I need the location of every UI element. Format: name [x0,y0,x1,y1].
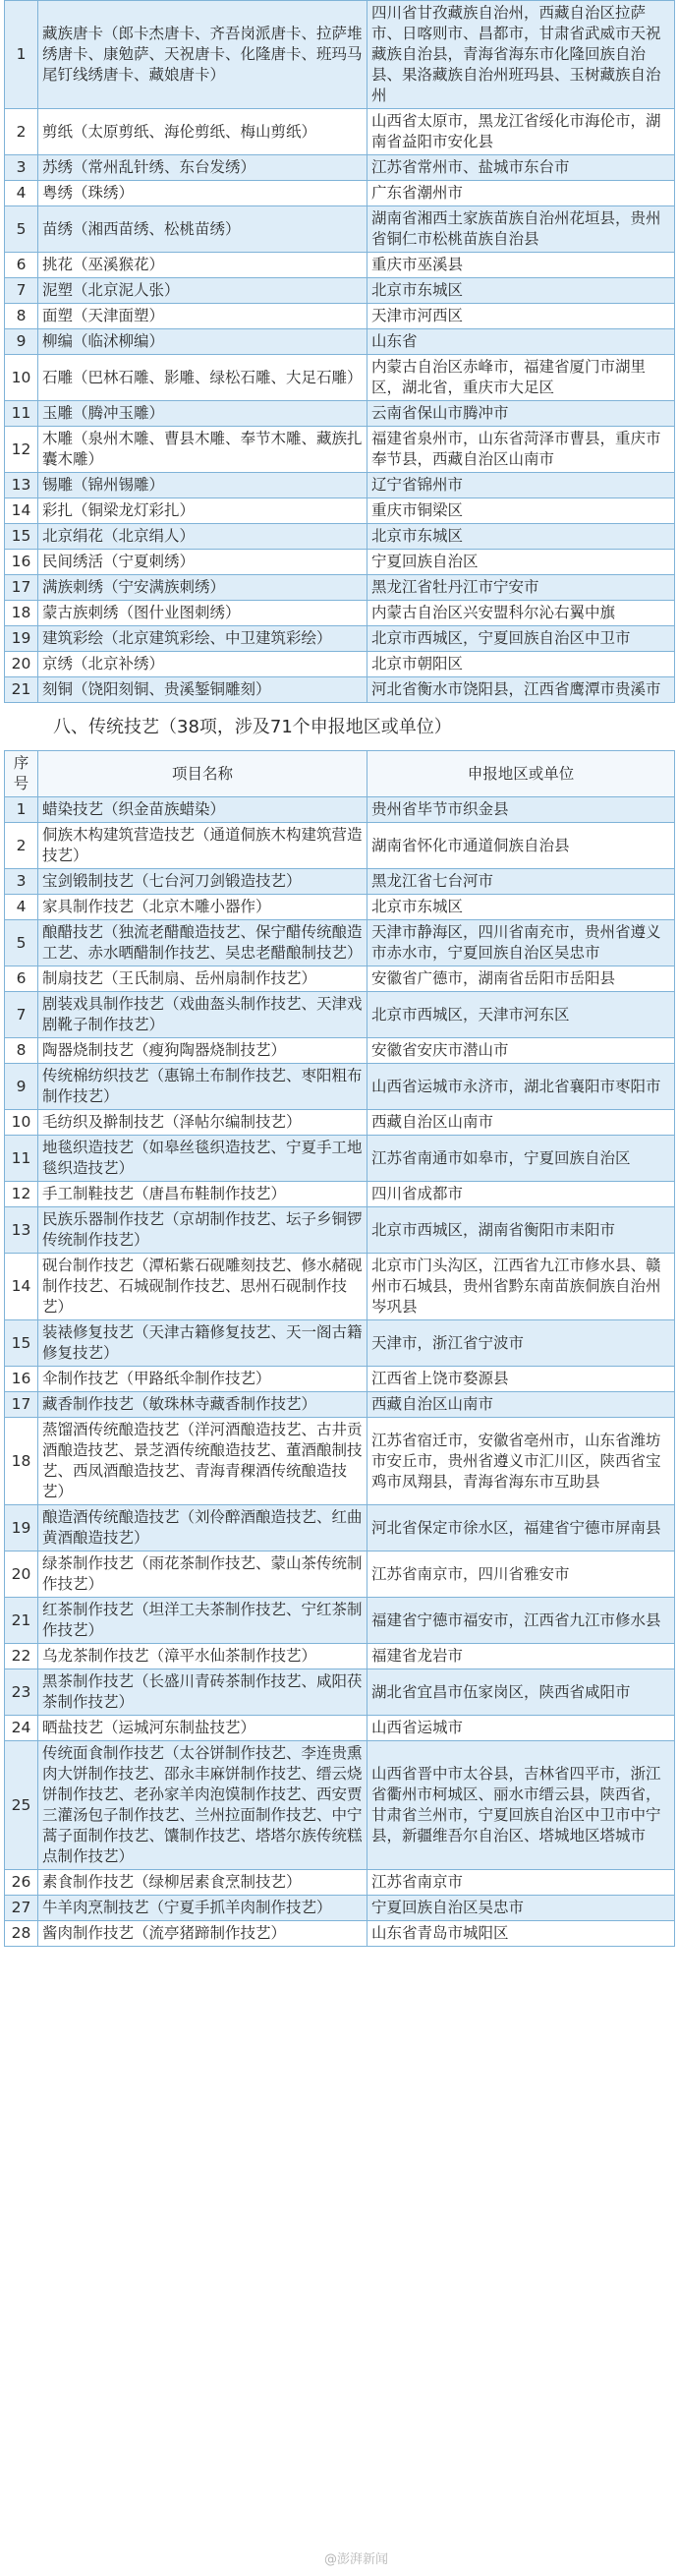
row-item: 宝剑锻制技艺（七台河刀剑锻造技艺） [38,869,367,895]
row-area: 江西省上饶市婺源县 [367,1367,675,1392]
row-item: 酱肉制作技艺（流亭猪蹄制作技艺） [38,1921,367,1947]
row-area: 天津市河西区 [367,304,675,329]
document-page [4,0,674,1947]
row-area: 重庆市巫溪县 [367,253,675,278]
row-number: 13 [5,473,38,498]
row-number: 4 [5,181,38,206]
table-row [5,1,675,109]
row-number: 12 [5,1182,38,1207]
row-area: 北京市东城区 [367,278,675,304]
row-item: 民间绣活（宁夏刺绣） [38,550,367,575]
row-area: 江苏省南京市，四川省雅安市 [367,1551,675,1598]
row-area: 内蒙古自治区赤峰市，福建省厦门市湖里区，湖北省，重庆市大足区 [367,355,675,401]
row-area: 北京市西城区，天津市河东区 [367,992,675,1038]
row-item: 素食制作技艺（绿柳居素食烹制技艺） [38,1870,367,1896]
table-row [5,1392,675,1418]
row-number: 2 [5,109,38,155]
table-row [5,626,675,652]
row-item: 藏族唐卡（郎卡杰唐卡、齐吾岗派唐卡、拉萨堆绣唐卡、康勉萨、天祝唐卡、化隆唐卡、班玛马尾钉线绣唐卡、藏娘唐卡） [38,1,367,109]
row-area: 安徽省广德市，湖南省岳阳市岳阳县 [367,966,675,992]
table-row [5,1320,675,1367]
table-row [5,1716,675,1741]
row-item: 木雕（泉州木雕、曹县木雕、奉节木雕、藏族扎囊木雕） [38,427,367,473]
table-row [5,1505,675,1551]
row-item: 锡雕（锦州锡雕） [38,473,367,498]
table-row [5,895,675,920]
row-number: 10 [5,1110,38,1136]
row-area: 山西省晋中市太谷县，吉林省四平市，浙江省衢州市柯城区、丽水市缙云县，陕西省，甘肃省兰州市，宁夏回族自治区中卫市中宁县，新疆维吾尔自治区、塔城地区塔城市 [367,1741,675,1870]
row-item: 侗族木构建筑营造技艺（通道侗族木构建筑营造技艺） [38,823,367,869]
table-row [5,1669,675,1716]
row-number: 8 [5,304,38,329]
row-area: 江苏省南京市 [367,1870,675,1896]
row-number: 2 [5,823,38,869]
table-folk-art-body [5,1,675,703]
row-area: 河北省衡水市饶阳县，江西省鹰潭市贵溪市 [367,677,675,703]
row-area: 北京市朝阳区 [367,652,675,677]
row-number: 20 [5,652,38,677]
row-area: 内蒙古自治区兴安盟科尔沁右翼中旗 [367,601,675,626]
table-row [5,427,675,473]
row-item: 剧装戏具制作技艺（戏曲盔头制作技艺、天津戏剧靴子制作技艺） [38,992,367,1038]
row-item: 泥塑（北京泥人张） [38,278,367,304]
row-area: 山西省运城市永济市，湖北省襄阳市枣阳市 [367,1064,675,1110]
table-row [5,206,675,253]
table-row [5,329,675,355]
row-number: 27 [5,1896,38,1921]
row-number: 5 [5,920,38,966]
table-folk-art [4,0,675,703]
row-area: 宁夏回族自治区 [367,550,675,575]
row-item: 绿茶制作技艺（雨花茶制作技艺、蒙山茶传统制作技艺） [38,1551,367,1598]
table-row [5,1182,675,1207]
table-row [5,797,675,823]
table-row [5,253,675,278]
row-number: 23 [5,1669,38,1716]
row-number: 14 [5,1254,38,1320]
row-number: 18 [5,601,38,626]
row-number: 15 [5,524,38,550]
row-number: 17 [5,575,38,601]
row-number: 5 [5,206,38,253]
table-row [5,1110,675,1136]
table-row [5,401,675,427]
row-number: 11 [5,1136,38,1182]
row-item: 蒙古族刺绣（图什业图刺绣） [38,601,367,626]
row-area: 四川省甘孜藏族自治州，西藏自治区拉萨市、日喀则市、昌都市，甘肃省武威市天祝藏族自治县，青海省海东市化隆回族自治县、果洛藏族自治州班玛县、玉树藏族自治州 [367,1,675,109]
header-area: 申报地区或单位 [367,751,675,797]
row-area: 北京市东城区 [367,895,675,920]
row-number: 1 [5,797,38,823]
row-area: 云南省保山市腾冲市 [367,401,675,427]
row-item: 陶器烧制技艺（瘦狗陶器烧制技艺） [38,1038,367,1064]
row-number: 6 [5,253,38,278]
row-area: 西藏自治区山南市 [367,1392,675,1418]
table-row [5,823,675,869]
row-area: 重庆市铜梁区 [367,498,675,524]
table-row [5,109,675,155]
row-item: 酿醋技艺（独流老醋酿造技艺、保宁醋传统酿造工艺、赤水晒醋制作技艺、吴忠老醋酿制技艺） [38,920,367,966]
row-item: 柳编（临沭柳编） [38,329,367,355]
row-item: 剪纸（太原剪纸、海伦剪纸、梅山剪纸） [38,109,367,155]
row-area: 四川省成都市 [367,1182,675,1207]
table-row [5,1551,675,1598]
table-row [5,524,675,550]
row-item: 伞制作技艺（甲路纸伞制作技艺） [38,1367,367,1392]
row-number: 21 [5,1598,38,1644]
row-item: 民族乐器制作技艺（京胡制作技艺、坛子乡铜锣传统制作技艺） [38,1207,367,1254]
row-item: 传统面食制作技艺（太谷饼制作技艺、李连贵熏肉大饼制作技艺、邵永丰麻饼制作技艺、缙云烧饼制作技艺、老孙家羊肉泡馍制作技艺、西安贾三灌汤包子制作技艺、兰州拉面制作技艺、中宁蒿子面制作技艺、馕制作技艺、塔塔尔族传统糕点制作技艺） [38,1741,367,1870]
table-row [5,473,675,498]
row-item: 家具制作技艺（北京木雕小器作） [38,895,367,920]
row-area: 天津市静海区，四川省南充市，贵州省遵义市赤水市，宁夏回族自治区吴忠市 [367,920,675,966]
row-area: 河北省保定市徐水区，福建省宁德市屏南县 [367,1505,675,1551]
table-row [5,601,675,626]
row-number: 6 [5,966,38,992]
table-row [5,550,675,575]
row-number: 22 [5,1644,38,1669]
table-row [5,1896,675,1921]
row-number: 7 [5,278,38,304]
row-area: 山东省青岛市城阳区 [367,1921,675,1947]
row-number: 3 [5,869,38,895]
row-item: 砚台制作技艺（潭柘紫石砚雕刻技艺、修水赭砚制作技艺、石城砚制作技艺、思州石砚制作技艺） [38,1254,367,1320]
table-row [5,155,675,181]
row-item: 红茶制作技艺（坦洋工夫茶制作技艺、宁红茶制作技艺） [38,1598,367,1644]
row-number: 12 [5,427,38,473]
row-item: 乌龙茶制作技艺（漳平水仙茶制作技艺） [38,1644,367,1669]
row-number: 28 [5,1921,38,1947]
table-row [5,1921,675,1947]
table-row [5,869,675,895]
row-item: 刻铜（饶阳刻铜、贵溪錾铜雕刻） [38,677,367,703]
row-item: 玉雕（腾冲玉雕） [38,401,367,427]
row-number: 9 [5,1064,38,1110]
row-item: 黑茶制作技艺（长盛川青砖茶制作技艺、咸阳茯茶制作技艺） [38,1669,367,1716]
row-item: 手工制鞋技艺（唐昌布鞋制作技艺） [38,1182,367,1207]
row-area: 北京市门头沟区，江西省九江市修水县、赣州市石城县，贵州省黔东南苗族侗族自治州岑巩县 [367,1254,675,1320]
table-row [5,355,675,401]
row-item: 彩扎（铜梁龙灯彩扎） [38,498,367,524]
section-title: 八、传统技艺（38项，涉及71个申报地区或单位） [53,717,452,737]
watermark-text: @澎湃新闻 [324,2552,389,2567]
row-area: 辽宁省锦州市 [367,473,675,498]
row-area: 福建省龙岩市 [367,1644,675,1669]
row-item: 地毯织造技艺（如皋丝毯织造技艺、宁夏手工地毯织造技艺） [38,1136,367,1182]
table-row [5,992,675,1038]
table-row [5,1418,675,1505]
table-header-row [5,751,675,797]
row-area: 黑龙江省七台河市 [367,869,675,895]
header-no: 序号 [5,751,38,797]
row-number: 1 [5,1,38,109]
row-area: 山西省太原市，黑龙江省绥化市海伦市，湖南省益阳市安化县 [367,109,675,155]
row-number: 16 [5,1367,38,1392]
row-area: 北京市东城区 [367,524,675,550]
row-item: 粤绣（珠绣） [38,181,367,206]
row-number: 9 [5,329,38,355]
row-item: 面塑（天津面塑） [38,304,367,329]
table-row [5,1598,675,1644]
row-number: 20 [5,1551,38,1598]
row-item: 苗绣（湘西苗绣、松桃苗绣） [38,206,367,253]
row-number: 15 [5,1320,38,1367]
table-row [5,1136,675,1182]
row-area: 江苏省宿迁市，安徽省亳州市，山东省潍坊市安丘市，贵州省遵义市汇川区，陕西省宝鸡市凤翔县，青海省海东市互助县 [367,1418,675,1505]
row-area: 江苏省常州市、盐城市东台市 [367,155,675,181]
table-row [5,575,675,601]
table-row [5,1870,675,1896]
table-traditional-craft [4,750,675,1947]
row-area: 湖南省湘西土家族苗族自治州花垣县，贵州省铜仁市松桃苗族自治县 [367,206,675,253]
row-area: 福建省宁德市福安市，江西省九江市修水县 [367,1598,675,1644]
row-area: 贵州省毕节市织金县 [367,797,675,823]
table-row [5,181,675,206]
row-item: 晒盐技艺（运城河东制盐技艺） [38,1716,367,1741]
row-item: 制扇技艺（王氏制扇、岳州扇制作技艺） [38,966,367,992]
row-number: 25 [5,1741,38,1870]
row-item: 酿造酒传统酿造技艺（刘伶醉酒酿造技艺、红曲黄酒酿造技艺） [38,1505,367,1551]
header-item: 项目名称 [38,751,367,797]
row-item: 京绣（北京补绣） [38,652,367,677]
table-row [5,1064,675,1110]
table-row [5,1644,675,1669]
row-area: 北京市西城区，湖南省衡阳市耒阳市 [367,1207,675,1254]
row-item: 建筑彩绘（北京建筑彩绘、中卫建筑彩绘） [38,626,367,652]
row-item: 石雕（巴林石雕、影雕、绿松石雕、大足石雕） [38,355,367,401]
row-area: 山东省 [367,329,675,355]
row-number: 4 [5,895,38,920]
row-item: 传统棉纺织技艺（惠锦土布制作技艺、枣阳粗布制作技艺） [38,1064,367,1110]
row-number: 10 [5,355,38,401]
table-row [5,1741,675,1870]
row-area: 西藏自治区山南市 [367,1110,675,1136]
row-number: 13 [5,1207,38,1254]
row-number: 21 [5,677,38,703]
table-row [5,920,675,966]
row-number: 26 [5,1870,38,1896]
row-item: 满族刺绣（宁安满族刺绣） [38,575,367,601]
row-number: 14 [5,498,38,524]
row-number: 8 [5,1038,38,1064]
row-item: 蜡染技艺（织金苗族蜡染） [38,797,367,823]
row-number: 24 [5,1716,38,1741]
row-area: 广东省潮州市 [367,181,675,206]
table-row [5,1367,675,1392]
table-row [5,1207,675,1254]
table-traditional-craft-body [5,797,675,1947]
row-area: 福建省泉州市，山东省菏泽市曹县，重庆市奉节县，西藏自治区山南市 [367,427,675,473]
row-area: 山西省运城市 [367,1716,675,1741]
row-area: 湖北省宜昌市伍家岗区，陕西省咸阳市 [367,1669,675,1716]
table-row [5,1254,675,1320]
table-row [5,652,675,677]
row-number: 19 [5,626,38,652]
table-row [5,1038,675,1064]
row-item: 北京绢花（北京绢人） [38,524,367,550]
row-item: 毛纺织及擀制技艺（泽帖尔编制技艺） [38,1110,367,1136]
row-item: 装裱修复技艺（天津古籍修复技艺、天一阁古籍修复技艺） [38,1320,367,1367]
table-row [5,677,675,703]
row-area: 北京市西城区，宁夏回族自治区中卫市 [367,626,675,652]
table-row [5,966,675,992]
table-row [5,278,675,304]
table-row [5,304,675,329]
row-number: 3 [5,155,38,181]
row-area: 湖南省怀化市通道侗族自治县 [367,823,675,869]
row-number: 11 [5,401,38,427]
row-number: 17 [5,1392,38,1418]
row-item: 苏绣（常州乱针绣、东台发绣） [38,155,367,181]
row-item: 蒸馏酒传统酿造技艺（洋河酒酿造技艺、古井贡酒酿造技艺、景芝酒传统酿造技艺、董酒酿制技艺、西凤酒酿造技艺、青海青稞酒传统酿造技艺） [38,1418,367,1505]
row-item: 牛羊肉烹制技艺（宁夏手抓羊肉制作技艺） [38,1896,367,1921]
row-area: 安徽省安庆市潜山市 [367,1038,675,1064]
row-number: 18 [5,1418,38,1505]
table-row [5,498,675,524]
row-area: 江苏省南通市如皋市，宁夏回族自治区 [367,1136,675,1182]
row-item: 藏香制作技艺（敏珠林寺藏香制作技艺） [38,1392,367,1418]
row-number: 19 [5,1505,38,1551]
row-area: 黑龙江省牡丹江市宁安市 [367,575,675,601]
row-number: 7 [5,992,38,1038]
row-area: 天津市，浙江省宁波市 [367,1320,675,1367]
row-item: 挑花（巫溪猴花） [38,253,367,278]
row-number: 16 [5,550,38,575]
row-area: 宁夏回族自治区吴忠市 [367,1896,675,1921]
